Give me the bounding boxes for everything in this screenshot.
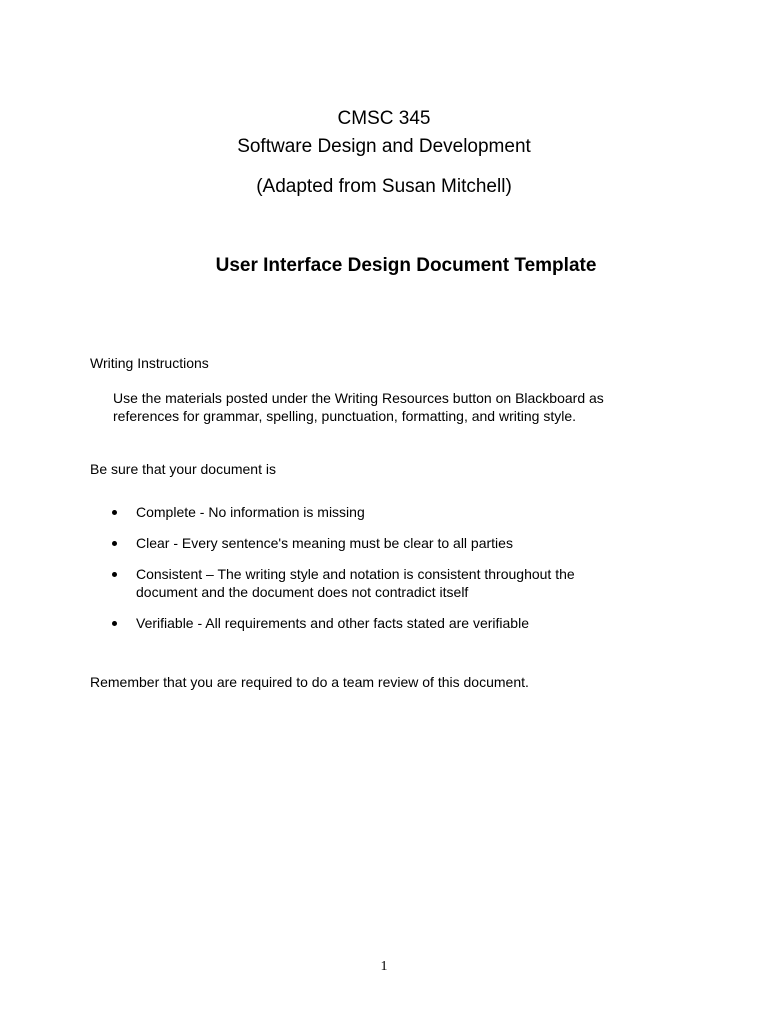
list-item <box>110 565 575 601</box>
bullet-icon <box>112 541 117 546</box>
course-code: CMSC 345 <box>337 108 431 129</box>
page-number: 1 <box>380 959 388 974</box>
bullet-icon <box>112 621 117 626</box>
list-item-text-continued: document and the document does not contradict itself <box>136 584 469 600</box>
writing-instructions-line-1: Use the materials posted under the Writing Resources button on Blackboard as <box>113 390 604 406</box>
document-title: User Interface Design Document Template <box>215 255 597 276</box>
course-name: Software Design and Development <box>237 136 531 157</box>
list-item-text: Consistent – The writing style and notation is consistent throughout the <box>136 566 575 582</box>
team-review-reminder: Remember that you are required to do a team review of this document. <box>90 674 529 690</box>
list-item-text: Clear - Every sentence's meaning must be clear to all parties <box>136 535 513 551</box>
list-item <box>110 503 575 521</box>
list-item <box>110 614 575 632</box>
bullet-icon <box>112 572 117 577</box>
writing-instructions-body <box>113 389 604 425</box>
writing-instructions-line-2: references for grammar, spelling, punctuation, formatting, and writing style. <box>113 408 576 424</box>
list-item-text: Complete - No information is missing <box>136 504 365 520</box>
bullet-icon <box>112 510 117 515</box>
writing-instructions-heading: Writing Instructions <box>90 355 209 371</box>
list-item-text: Verifiable - All requirements and other facts stated are verifiable <box>136 615 529 631</box>
quality-criteria-list <box>110 503 575 645</box>
list-item <box>110 534 575 552</box>
adapted-credit: (Adapted from Susan Mitchell) <box>256 176 512 197</box>
be-sure-intro: Be sure that your document is <box>90 461 276 477</box>
